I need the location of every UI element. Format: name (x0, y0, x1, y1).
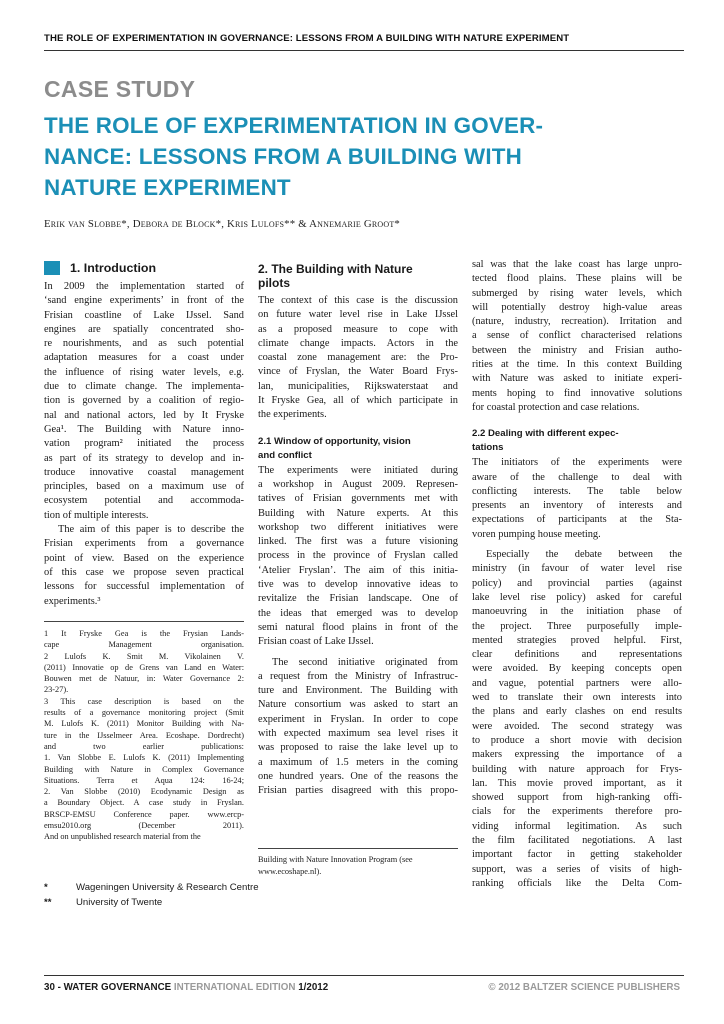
text-line: tion is governed by a coalition of regio- (44, 395, 244, 407)
pilots-paragraph-3 (258, 656, 458, 799)
text-line: process in the province of Fryslan called (258, 550, 458, 562)
affiliation-mark: * (44, 882, 48, 893)
text-line: aware of the challenge to deal with (472, 471, 682, 483)
title-line: NATURE EXPERIMENT (44, 175, 291, 200)
text-line: It Fryske Gea, all of which participate in (258, 395, 458, 407)
text-line: principles, based on a maximum use of (44, 481, 244, 493)
heading-line: 2.1 Window of opportunity, vision (258, 435, 411, 447)
text-line: will potentially destroy high-value areas (472, 301, 682, 313)
text-line: Frisian parties disagreed with this propo- (258, 785, 458, 797)
text-line: one hundred years. One of the reasons the (258, 770, 458, 782)
column3-paragraph-1 (472, 258, 682, 415)
column3-paragraph-3 (472, 548, 682, 891)
text-line: 3 This case description is based on the (44, 696, 244, 706)
footnote-continuation (258, 854, 458, 878)
title-line: THE ROLE OF EXPERIMENTATION IN GOVER- (44, 113, 544, 138)
text-line: ments hoping to find innovative solutions (472, 387, 682, 399)
text-line: wed to translate their own interests into (472, 692, 682, 704)
text-line: emsu2010.org (December 2011). (44, 821, 244, 831)
text-line: tected flood plains. These plains will be (472, 273, 682, 285)
text-line: lan. This movie proved important, as it (472, 777, 682, 789)
text-line: The context of this case is the discussion (258, 295, 458, 306)
text-line: makers expressing the importance of a (472, 749, 682, 761)
text-line: workshop two different initiatives were (258, 521, 458, 533)
text-line: linked. The first was a future visioning (258, 536, 458, 548)
text-line: rities at the time. In this context Building (472, 359, 682, 371)
title-line: NANCE: LESSONS FROM A BUILDING WITH (44, 144, 523, 169)
text-line: Bouwen met de Natuur, in: Water Governance 2: (44, 674, 244, 684)
text-line: results of a governance monitoring project (Smit (44, 708, 244, 718)
text-line: sal was that the lake coast has large unpro- (472, 259, 682, 270)
subsection-heading-2-2 (472, 427, 682, 455)
text-line: of this case we propose seven practical (44, 566, 244, 578)
article-title (44, 110, 684, 203)
text-line: for coastal protection and case relations. (472, 401, 640, 413)
intro-paragraph-2 (44, 523, 244, 609)
text-line: Building with Nature Innovation Program (see (258, 855, 413, 864)
text-line: ture in the IJsselmeer Area. Ecoshape. Dordrecht) (44, 730, 244, 740)
text-line: a Boundary Object. A case study in Fryslan. (44, 798, 244, 808)
footer-journal (44, 982, 328, 993)
text-line: policy) and provincial parties (against (472, 577, 682, 589)
heading-line: and conflict (258, 449, 312, 461)
text-line: 1 It Fryske Gea is the Frysian Lands- (44, 629, 244, 638)
author-list: Erik van Slobbe*, Debora de Block*, Kris Lulofs** & Annemarie Groot* (44, 218, 401, 230)
text-line: tatives of Frisian governments met with (258, 493, 458, 505)
text-line: expectations of participants at the Sta- (472, 514, 682, 526)
text-line: between the ministry and Frisian autho- (472, 344, 682, 356)
text-line: the plans and early clashes on end results (472, 706, 682, 718)
text-line: M. Lulofs K. (2011) Monitor Building with Na- (44, 719, 244, 729)
text-line: lessons for successful implementation of (44, 581, 244, 593)
text-line: and two earlier publications: (44, 741, 244, 751)
text-line: were avoided. The second strategy was (472, 720, 682, 732)
text-line: engines are spatially concentrated sho- (44, 323, 244, 335)
section-marker-square (44, 261, 60, 275)
affiliation-row (44, 895, 259, 910)
text-line: on future water level rise in Lake IJssel (258, 309, 458, 321)
footer-publisher: © 2012 BALTZER SCIENCE PUBLISHERS (488, 982, 680, 993)
text-line: And on unpublished research material from the (44, 832, 201, 842)
text-line: with expected maximum sea level rises it (258, 728, 458, 740)
text-line: manoeuvring in the initiation phase of (472, 606, 682, 618)
heading-line: tations (472, 442, 504, 454)
text-line: nal and national actors, led by It Fryske (44, 409, 244, 421)
text-line: important factor in getting stakeholder (472, 849, 682, 861)
footnote-divider-2 (258, 848, 458, 849)
text-line: a workshop in August 2009. Represen- (258, 478, 458, 490)
text-line: ‘sand engine experiments’ in front of the (44, 295, 244, 307)
column-1 (44, 258, 244, 609)
text-line: 23-27). (44, 685, 69, 695)
text-line: ecosystem potential and accommoda- (44, 495, 244, 507)
text-line: a sense of conflict characterised relations (472, 330, 682, 342)
text-line: the experiments. (258, 409, 327, 421)
footer-issue: 1/2012 (298, 982, 329, 993)
column3-paragraph-2 (472, 456, 682, 542)
text-line: the film facilitated negotiations. A last (472, 834, 682, 846)
text-line: semi natural flood plains in front of the (258, 621, 458, 633)
affiliation-text: University of Twente (76, 897, 163, 908)
footnotes (44, 628, 244, 843)
column-3 (472, 258, 682, 891)
text-line: ture and Environment. The Building with (258, 685, 458, 697)
subsection-heading-2-1 (258, 435, 458, 463)
text-line: the project. Three purposefully imple- (472, 620, 682, 632)
text-line: showed support from high-ranking offi- (472, 792, 682, 804)
text-line: The experiments were initiated during (258, 464, 458, 476)
text-line: Building with Nature experts. At this (258, 507, 458, 519)
text-line: lake level rise policy) asked for careful (472, 591, 682, 603)
text-line: vation program² initiated the process (44, 438, 244, 450)
text-line: mented strategies proved helpful. First, (472, 634, 682, 646)
text-line: experiments.³ (44, 595, 101, 607)
text-line: building with nature approach for Frys- (472, 763, 682, 775)
text-line: ministry (in favour of water level rise (472, 563, 682, 575)
text-line: In 2009 the implementation started of (44, 281, 244, 292)
text-line: adaptation measures for a coast under (44, 352, 244, 364)
text-line: 1. Van Slobbe E. Lulofs K. (2011) Implementing (44, 753, 244, 763)
section-heading-pilots (258, 262, 458, 290)
text-line: Especially the debate between the (486, 549, 682, 561)
text-line: Frisian coastline of Lake IJssel. Sand (44, 309, 244, 321)
text-line: the influence of rising water levels, e.g. (44, 366, 244, 378)
text-line: as part of its strategy to develop and in- (44, 452, 244, 464)
text-line: as a proposed measure to cope with (258, 323, 458, 335)
footer-page-journal: 30 - WATER GOVERNANCE (44, 982, 174, 993)
text-line: lan, municipalities, Rijkswaterstaat and (258, 380, 458, 392)
text-line: Situations. Terra et Aqua 124: 16-24; (44, 775, 244, 785)
text-line: experiment in Fryslan. In order to cope (258, 713, 458, 725)
text-line: ‘Atelier Fryslan’. The aim of this initia- (258, 564, 458, 576)
text-line: vince of Fryslan, the Water Board Frys- (258, 366, 458, 378)
heading-line: pilots (258, 276, 290, 290)
running-head: THE ROLE OF EXPERIMENTATION IN GOVERNANCE: LESSONS FROM A BUILDING WITH NATURE EXPERIMENT (44, 33, 570, 44)
text-line: 2 Lulofs K. Smit M. Vikolainen V. (44, 651, 244, 661)
text-line: Building with Nature in Complex Governance (44, 764, 244, 774)
section-heading-introduction (44, 258, 244, 278)
text-line: BRSCP-EMSU Conference paper. www.ercp- (44, 809, 244, 819)
text-line: presents an inventory of interests and (472, 500, 682, 512)
heading-line: 2. The Building with Nature (258, 262, 413, 276)
text-line: was proposed to raise the lake level up to (258, 742, 458, 754)
footnote-divider (44, 621, 244, 622)
text-line: cials for the experiments therefore pro- (472, 806, 682, 818)
text-line: to produce a short movie with decision (472, 734, 682, 746)
text-line: due to climate change. The implementa- (44, 381, 244, 393)
text-line: revitalize the Frisian landscape. One of (258, 593, 458, 605)
text-line: The second initiative originated from (272, 656, 458, 668)
text-line: The initiators of the experiments were (472, 457, 682, 469)
pilots-paragraph-1 (258, 294, 458, 423)
text-line: tion of multiple interests. (44, 509, 149, 521)
text-line: Frisian experiments from a governance (44, 538, 244, 550)
column-2 (258, 258, 458, 799)
text-line: support, was a series of visits of high- (472, 863, 682, 875)
pilots-paragraph-2 (258, 464, 458, 650)
header-divider (44, 50, 684, 51)
section-heading-text: 1. Introduction (70, 260, 157, 275)
affiliation-row (44, 880, 259, 895)
text-line: viding informal legitimation. As such (472, 820, 682, 832)
text-line: clear definitions and representations (472, 649, 682, 661)
text-line: www.ecoshape.nl). (258, 867, 322, 876)
text-line: tive was to develop innovative ideas to (258, 579, 458, 591)
text-line: point of view. Based on the experience (44, 552, 244, 564)
text-line: climate change impacts. Actors in the (258, 337, 458, 349)
text-line: 2. Van Slobbe (2010) Ecodynamic Design as (44, 787, 244, 797)
text-line: conflicting interests. The table below (472, 485, 682, 497)
intro-paragraph-1 (44, 280, 244, 523)
text-line: The aim of this paper is to describe the (58, 524, 244, 536)
text-line: Nature consortium was asked to start an (258, 699, 458, 711)
case-study-label: CASE STUDY (44, 76, 196, 102)
affiliation-text: Wageningen University & Research Centre (76, 882, 259, 893)
text-line: submerged by rising water levels, which (472, 287, 682, 299)
affiliation-mark: ** (44, 897, 52, 908)
text-line: cape Management organisation. (44, 640, 244, 650)
text-line: were avoided. By keeping concepts open (472, 663, 682, 675)
text-line: (2011) Innovatie op de Grens van Land en Water: (44, 662, 244, 672)
text-line: a maximum of 1.5 meters in the coming (258, 756, 458, 768)
footer-divider (44, 975, 684, 976)
text-line: (nature, industry, recreation). Irritation and (472, 316, 682, 328)
text-line: Frisian coast of Lake IJssel. (258, 636, 374, 648)
text-line: the ideas that emerged was to develop (258, 607, 458, 619)
text-line: Gea¹. The Building with Nature inno- (44, 423, 244, 435)
text-line: voren pumping house meeting. (472, 528, 601, 540)
text-line: with Nature was asked to initiate experi- (472, 373, 682, 385)
heading-line: 2.2 Dealing with different expec- (472, 428, 619, 440)
text-line: ranking officials like the Delta Com- (472, 877, 682, 889)
text-line: and vague, potential partners were allo- (472, 677, 682, 689)
affiliations (44, 880, 259, 910)
text-line: a request from the Ministry of Infrastruc- (258, 670, 458, 682)
text-line: re nourishments, and as such potential (44, 338, 244, 350)
text-line: troduce innovative coastal management (44, 466, 244, 478)
text-line: coastal zone management are: the Pro- (258, 352, 458, 364)
footer-edition: INTERNATIONAL EDITION (173, 982, 299, 993)
